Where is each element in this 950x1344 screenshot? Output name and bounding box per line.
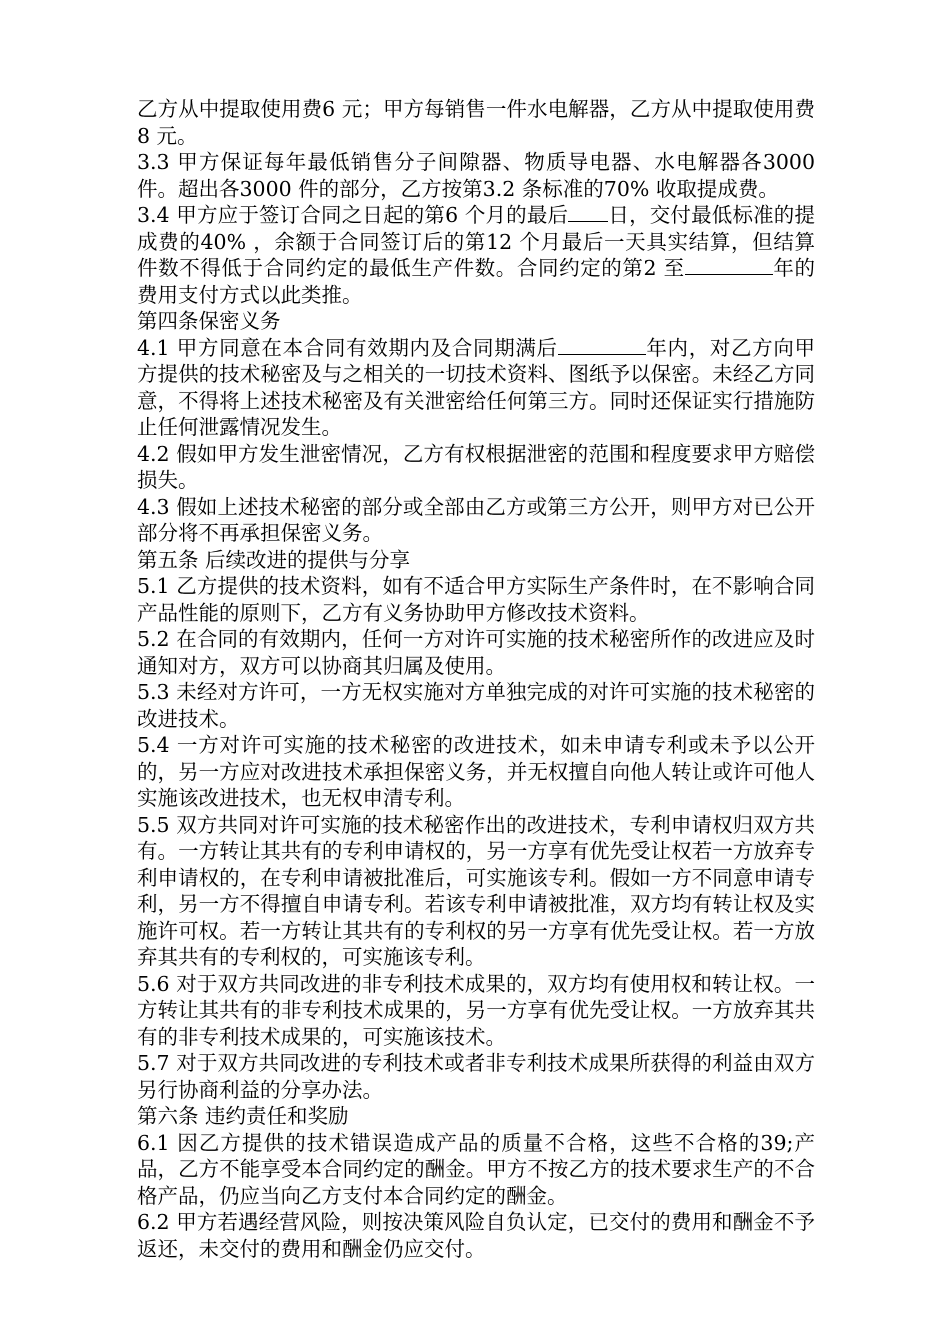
paragraph-3-3: 3.3 甲方保证每年最低销售分子间隙器、物质导电器、水电解器各3000 件。超出各3000 件的部分，乙方按第3.2 条标准的70% 收取提成费。 [137, 150, 815, 201]
paragraph-5-5: 5.5 双方共同对许可实施的技术秘密作出的改进技术，专利申请权归双方共有。一方转让其共有的专利申请权的，另一方享有优先受让权若一方放弃专利申请权的，在专利申请被批准后，可实施该专利。假如一方不同意申请专利，另一方不得擅自申请专利。若该专利申请被批准，双方均有转让权及实施许可权。若一方转让其共有的专利权的另一方享有优先受让权。若一方放弃其共有的专利权的，可实施该专利。 [137, 812, 815, 969]
fill-in-blank [568, 203, 608, 222]
article-5-heading: 第五条 后续改进的提供与分享 [137, 547, 411, 572]
fill-in-blank [558, 336, 646, 355]
paragraph-5-6: 5.6 对于双方共同改进的非专利技术成果的，双方均有使用权和转让权。一方转让其共有的非专利技术成果的，另一方享有优先受让权。一方放弃其共有的非专利技术成果的，可实施该技术。 [137, 971, 815, 1049]
paragraph-3-4-part-1: 3.4 甲方应于签订合同之日起的第6 个月的最后 [137, 203, 569, 227]
article-6-heading: 第六条 违约责任和奖励 [137, 1104, 349, 1128]
paragraph-4-1-part-2: 年内，对乙方向甲方提供的技术秘密及与之相关的一切技术资料、图纸予以保密。未经乙方同意，不得将上述技术秘密及有关泄密给任何第三方。同时还保证实行措施防止任何泄露情况发生。 [137, 335, 815, 439]
paragraph-6-2: 6.2 甲方若遇经营风险，则按决策风险自负认定，已交付的费用和酬金不予返还，未交付的费用和酬金仍应交付。 [137, 1210, 815, 1261]
paragraph-4-1-part-1: 4.1 甲方同意在本合同有效期内及合同期满后 [137, 335, 558, 360]
article-4-heading: 第四条保密义务 [137, 309, 281, 333]
paragraph-5-7: 5.7 对于双方共同改进的专利技术或者非专利技术成果所获得的利益由双方另行协商利益的分享办法。 [137, 1051, 815, 1102]
paragraph-4-3: 4.3 假如上述技术秘密的部分或全部由乙方或第三方公开，则甲方对已公开部分将不再承担保密义务。 [137, 494, 815, 545]
paragraph-5-2: 5.2 在合同的有效期内，任何一方对许可实施的技术秘密所作的改进应及时通知对方，双方可以协商其归属及使用。 [137, 627, 815, 678]
paragraph-4-2: 4.2 假如甲方发生泄密情况，乙方有权根据泄密的范围和程度要求甲方赔偿损失。 [137, 441, 815, 492]
paragraph-3-4-part-2: 日，交付最低标准的提成费的40% ，余额于合同签订后的第12 个月最后一天具实结算，但结算件数不得低于合同约定的最低生产件数。合同约定的第2 至 [137, 203, 815, 280]
paragraph-3-4 [137, 202, 815, 308]
paragraph-6-1: 6.1 因乙方提供的技术错误造成产品的质量不合格，这些不合格的39;产品，乙方不能享受本合同约定的酬金。甲方不按乙方的技术要求生产的不合格产品，仍应当向乙方支付本合同约定的酬金。 [137, 1130, 815, 1208]
fill-in-blank [685, 256, 773, 275]
paragraph-5-3: 5.3 未经对方许可，一方无权实施对方单独完成的对许可实施的技术秘密的改进技术。 [137, 680, 815, 731]
paragraph-3-4-part-3: 年的费用支付方式以此类推。 [137, 256, 816, 307]
paragraph-5-1: 5.1 乙方提供的技术资料，如有不适合甲方实际生产条件时，在不影响合同产品性能的原则下，乙方有义务协助甲方修改技术资料。 [137, 574, 815, 625]
document-page [137, 96, 815, 1262]
paragraph-3-2-continued: 乙方从中提取使用费6 元；甲方每销售一件水电解器，乙方从中提取使用费8 元。 [137, 97, 815, 148]
paragraph-4-1 [137, 335, 815, 441]
paragraph-5-4: 5.4 一方对许可实施的技术秘密的改进技术，如未申请专利或未予以公开的，另一方应对改进技术承担保密义务，并无权擅自向他人转让或许可他人实施该改进技术，也无权申清专利。 [137, 733, 815, 810]
